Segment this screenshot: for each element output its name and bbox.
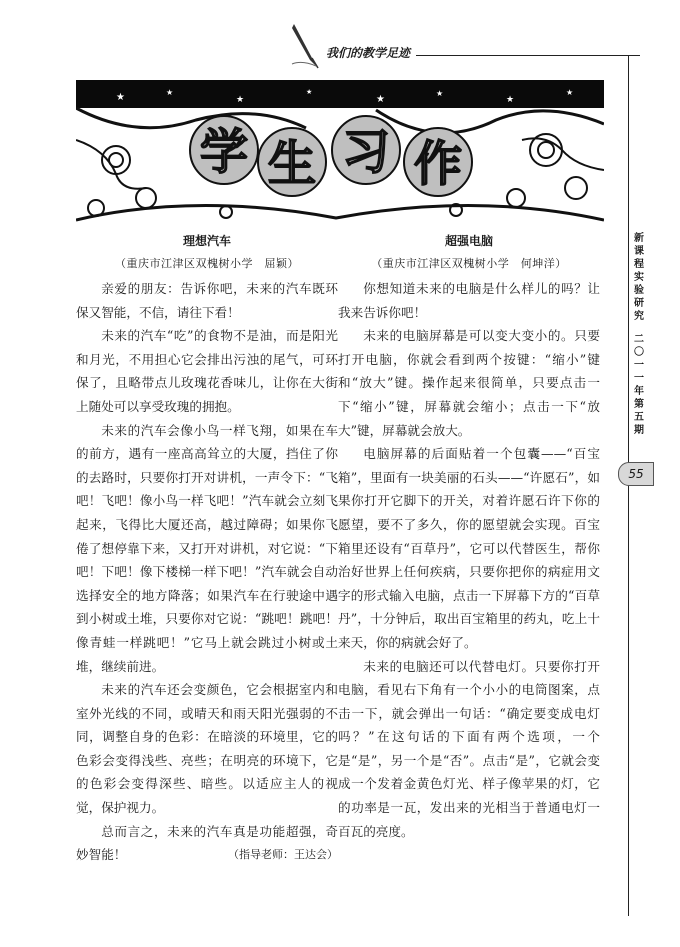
svg-text:★: ★ xyxy=(566,88,574,97)
banner-char-2: 生 xyxy=(267,136,317,192)
sidebar-journal xyxy=(632,232,646,437)
svg-text:★: ★ xyxy=(376,94,385,105)
sidebar-rule xyxy=(628,56,629,916)
svg-text:★: ★ xyxy=(116,92,125,103)
banner-char-3: 习 xyxy=(341,124,391,180)
section-header-title: 我们的教学足迹 xyxy=(326,44,416,61)
paragraph: 未来的汽车还会变颜色，它会根据室内和室外光线的不同，或晴天和雨天阳光强弱的不同，调整自身的色彩：在暗淡的环境里，它的色彩会变得浅些、亮些；在明亮的环境下，它的色彩会变得深些、暗些。以适应主人的视觉，保护视力。 xyxy=(76,682,338,816)
svg-text:★: ★ xyxy=(166,88,174,97)
article-ideal-car xyxy=(76,228,338,867)
paragraph: 亲爱的朋友：告诉你吧，未来的汽车既环保又智能，不信，请往下看！ xyxy=(76,281,338,320)
article-title: 超强电脑 xyxy=(444,234,493,248)
paragraph: 未来的汽车会像小鸟一样飞翔，如果在车的前方，遇有一座高高耸立的大厦，挡住了你的去路时，只要你打开对讲机，一声令下：“飞吧！飞吧！像小鸟一样飞吧！”汽车就会立刻飞起来，飞得比大厦还高，越过障碍；如果你飞倦了想停靠下来，又打开对讲机，对它说：“下吧！下吧！像下楼梯一样下吧！”汽车就会自动选择安全的地方降落；如果汽车在行驶途中遇到小树或土堆，只要你对它说：“跳吧！跳吧！像青蛙一样跳吧！”它马上就会跳过小树或土堆，继续前进。 xyxy=(76,422,338,674)
svg-text:★: ★ xyxy=(236,95,245,105)
paragraph: 未来的汽车“吃”的食物不是油，而是阳光和月光，不用担心它会排出污浊的尾气，可环保了，且略带点儿玫瑰花香味儿，让你在大街上随处可以享受玫瑰的拥抱。 xyxy=(76,328,338,414)
article-author: （重庆市江津区双槐树小学 屈颖） xyxy=(115,257,299,270)
paragraph: 你想知道未来的电脑是什么样儿的吗？让我来告诉你吧！ xyxy=(338,281,600,320)
journal-issue: 二〇一一年第五期 xyxy=(634,334,644,436)
paragraph: 电脑屏幕的后面贴着一个包囊——“百宝箱”，里面有一块美丽的石头——“许愿石”，如果你打开它脚下的开关，对着许愿石许下你的愿望，要不了多久，你的愿望就会实现。百宝箱里还设有“百草丹”，它可以代替医生，帮你治好世界上任何疾病，只要你把你的病症用文字的形式输入电脑，点击一下屏幕下方的“百草丹”，十分钟后，取出百宝箱里的药丸，吃上十来天，你的病就会好了。 xyxy=(338,446,600,650)
article-author: （重庆市江津区双槐树小学 何坤洋） xyxy=(371,257,567,270)
pen-icon xyxy=(290,20,320,70)
banner-char-1: 学 xyxy=(199,124,249,180)
banner-char-4: 作 xyxy=(413,136,463,192)
paragraph: 未来的电脑还可以代替电灯。只要你打开电脑，看见右下角有一个小小的电筒图案，点击一下，就会弹出一句话：“确定要变成电灯吗？”在这句话的下面有两个选项，一个是“是”，另一个是“否”。点击“是”，它就会变成一个发着金黄色灯光、样子像苹果的灯，它的功率是一瓦，发出来的光相当于普通电灯一百瓦的亮度。 xyxy=(338,658,600,839)
svg-text:★: ★ xyxy=(506,95,515,105)
svg-text:★: ★ xyxy=(436,89,444,98)
paragraph-text: 总而言之，未来的汽车真是功能超强，奇妙智能！ xyxy=(76,823,338,863)
svg-text:★: ★ xyxy=(306,88,313,96)
page-number: 55 xyxy=(618,462,654,486)
teacher-credit: （指导老师：王达会） xyxy=(228,848,338,862)
article-title: 理想汽车 xyxy=(182,234,231,248)
column-banner xyxy=(76,80,604,224)
paragraph-final xyxy=(76,820,338,867)
journal-name: 新课程实验研究 xyxy=(634,233,644,322)
paragraph: 未来的电脑屏幕是可以变大变小的。只要打开电脑，你就会看到两个按键：“缩小”键和“放大”键。操作起来很简单，只要点击一下“缩小”键，屏幕就会缩小；点击一下“放大”键，屏幕就会放大。 xyxy=(338,328,600,438)
article-super-computer xyxy=(338,228,600,843)
